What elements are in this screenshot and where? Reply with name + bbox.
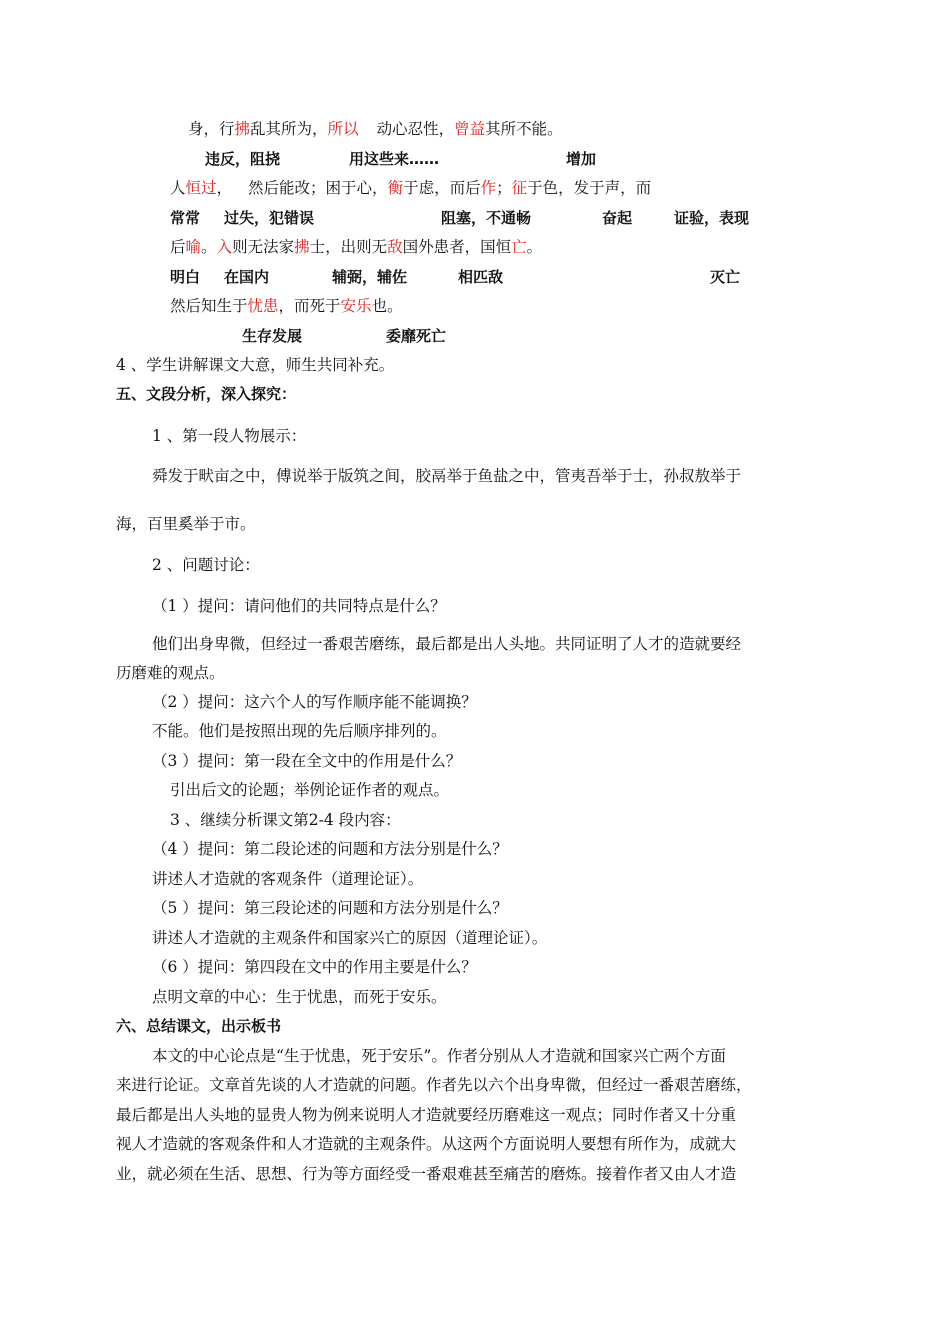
text: 。 [526,238,543,256]
summary-line-3: 最后都是出人头地的显贵人物为例来说明人才造就要经历磨难这一观点；同时作者又十分重 [116,1106,737,1124]
gloss: 常常 [170,209,201,227]
text: ； [496,179,512,197]
question-4: （4 ）提问：第二段论述的问题和方法分别是什么？ [152,840,508,858]
text: 后 [170,238,186,256]
text: 也。 [371,297,403,315]
step-4-text: 4 、学生讲解课文大意，师生共同补充。 [116,356,395,374]
text: 。 [201,238,217,256]
gloss: 明白 [170,268,201,286]
passage-line-1 [188,119,563,139]
gloss: 在国内 [224,268,270,286]
gloss: 过失，犯错误 [224,209,315,227]
answer-3: 引出后文的论题；举例论证作者的观点。 [170,781,450,799]
gloss: 委靡死亡 [386,327,447,345]
highlight-word: 所以 [327,120,359,138]
highlight-word: 拂 [234,120,251,138]
question-3: （3 ）提问：第一段在全文中的作用是什么？ [152,752,462,770]
text: 然后能改；困于心， [248,179,388,197]
answer-1b: 历磨难的观点。 [116,664,225,682]
highlight-word: 曾益 [454,120,486,138]
subsection-1: 1 、第一段人物展示： [152,427,307,445]
answer-2: 不能。他们是按照出现的先后顺序排列的。 [152,722,447,740]
text: 其所不能。 [485,120,563,138]
summary-line-5: 业，就必须在生活、思想、行为等方面经受一番艰难甚至痛苦的磨炼。接着作者又由人才造 [116,1165,737,1183]
section-heading-six: 六、总结课文，出示板书 [116,1017,282,1035]
summary-line-1: 本文的中心论点是“生于忧患，死于安乐”。作者分别从人才造就和国家兴亡两个方面 [152,1047,726,1065]
answer-4: 讲述人才造就的客观条件（道理论证）。 [152,870,424,888]
text: ，而死于 [278,297,341,315]
highlight-word: 安乐 [340,297,372,315]
gloss: 阻塞，不通畅 [441,209,532,227]
highlight-word: 作 [480,179,497,197]
section-heading-five: 五、文段分析，深入探究： [116,385,297,403]
highlight-word: 拂 [294,238,310,256]
gloss: 证验，表现 [674,209,750,227]
highlight-word: 亡 [511,238,527,256]
gloss: 相匹敌 [458,268,504,286]
question-5: （5 ）提问：第三段论述的问题和方法分别是什么？ [152,899,508,917]
text: ， [216,179,233,197]
gloss: 灭亡 [710,268,741,286]
text: 身，行 [188,120,235,138]
highlight-word: 喻 [185,238,202,256]
text: 于虑，而后 [403,179,481,197]
passage-line-2 [170,178,651,198]
question-6: （6 ）提问：第四段在文中的作用主要是什么？ [152,958,477,976]
highlight-word: 恒过 [185,179,217,197]
subsection-2: 2 、问题讨论： [152,556,260,574]
people-paragraph-a: 舜发于畎亩之中，傅说举于版筑之间，胶鬲举于鱼盐之中，管夷吾举于士，孙叔敖举于 [152,467,742,485]
text: 于色，发于声，而 [527,179,652,197]
text: 动心忍性， [376,120,455,138]
subsection-3: 3 、继续分析课文第2-4 段内容： [170,811,401,829]
gloss: 增加 [566,150,597,168]
text: 士，出则无 [309,238,388,256]
highlight-word: 衡 [387,179,404,197]
text: 乱其所为， [250,120,328,138]
answer-1a: 他们出身卑微，但经过一番艰苦磨练，最后都是出人头地。共同证明了人才的造就要经 [152,635,742,653]
question-2: （2 ）提问：这六个人的写作顺序能不能调换？ [152,693,477,711]
highlight-word: 忧患 [247,297,279,315]
text: 则无法家 [232,238,295,256]
text: 国外患者，国恒 [402,238,512,256]
question-1: （1 ）提问：请问他们的共同特点是什么？ [152,597,446,615]
highlight-word: 征 [511,179,528,197]
passage-line-3 [170,237,542,257]
highlight-word: 入 [216,238,233,256]
gloss: 奋起 [602,209,633,227]
gloss: 辅弼，辅佐 [332,268,408,286]
answer-5: 讲述人才造就的主观条件和国家兴亡的原因（道理论证）。 [152,929,548,947]
summary-line-4: 视人才造就的客观条件和人才造就的主观条件。从这两个方面说明人要想有所作为，成就大 [116,1135,737,1153]
highlight-word: 敌 [387,238,403,256]
answer-6: 点明文章的中心：生于忧患，而死于安乐。 [152,988,447,1006]
gloss: 用这些来…… [349,150,440,168]
passage-line-4 [170,296,403,316]
summary-line-2: 来进行论证。文章首先谈的人才造就的问题。作者先以六个出身卑微，但经过一番艰苦磨练， [116,1076,752,1094]
gloss: 违反，阻挠 [205,150,281,168]
text: 然后知生于 [170,297,248,315]
gloss: 生存发展 [242,327,303,345]
text: 人 [170,179,186,197]
people-paragraph-b: 海，百里奚举于市。 [116,515,256,533]
